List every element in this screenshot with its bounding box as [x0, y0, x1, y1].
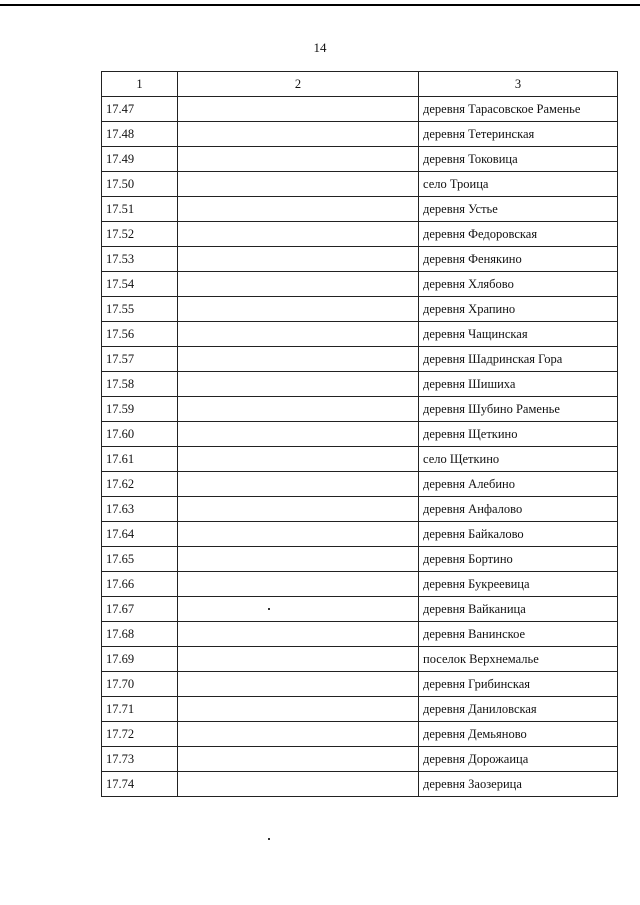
- row-number-cell: 17.73: [102, 747, 178, 772]
- empty-cell: [178, 722, 419, 747]
- table-row: [102, 322, 618, 347]
- table-body: [102, 97, 618, 797]
- settlement-name-cell: деревня Шадринская Гора: [419, 347, 618, 372]
- row-number-cell: 17.61: [102, 447, 178, 472]
- table-row: [102, 422, 618, 447]
- row-number-cell: 17.58: [102, 372, 178, 397]
- settlement-name-cell: деревня Фенякино: [419, 247, 618, 272]
- settlement-name-cell: деревня Тарасовское Раменье: [419, 97, 618, 122]
- empty-cell: [178, 347, 419, 372]
- empty-cell: [178, 397, 419, 422]
- empty-cell: [178, 172, 419, 197]
- row-number-cell: 17.60: [102, 422, 178, 447]
- table-row: [102, 747, 618, 772]
- empty-cell: [178, 522, 419, 547]
- empty-cell: [178, 497, 419, 522]
- empty-cell: [178, 122, 419, 147]
- table-row: [102, 247, 618, 272]
- row-number-cell: 17.63: [102, 497, 178, 522]
- page-number: 14: [313, 40, 327, 55]
- empty-cell: [178, 572, 419, 597]
- row-number-cell: 17.53: [102, 247, 178, 272]
- row-number-cell: 17.50: [102, 172, 178, 197]
- row-number-cell: 17.68: [102, 622, 178, 647]
- empty-cell: [178, 697, 419, 722]
- scan-speck: [268, 838, 270, 840]
- settlement-name-cell: деревня Федоровская: [419, 222, 618, 247]
- row-number-cell: 17.47: [102, 97, 178, 122]
- empty-cell: [178, 272, 419, 297]
- row-number-cell: 17.57: [102, 347, 178, 372]
- table-row: [102, 172, 618, 197]
- settlement-name-cell: деревня Чащинская: [419, 322, 618, 347]
- settlement-name-cell: деревня Анфалово: [419, 497, 618, 522]
- empty-cell: [178, 247, 419, 272]
- table-row: [102, 297, 618, 322]
- settlement-name-cell: деревня Храпино: [419, 297, 618, 322]
- settlement-name-cell: деревня Алебино: [419, 472, 618, 497]
- row-number-cell: 17.55: [102, 297, 178, 322]
- table-row: [102, 97, 618, 122]
- empty-cell: [178, 547, 419, 572]
- table-row: [102, 372, 618, 397]
- empty-cell: [178, 297, 419, 322]
- settlement-name-cell: деревня Ванинское: [419, 622, 618, 647]
- settlement-name-cell: поселок Верхнемалье: [419, 647, 618, 672]
- table-row: [102, 597, 618, 622]
- row-number-cell: 17.56: [102, 322, 178, 347]
- settlement-name-cell: деревня Заозерица: [419, 772, 618, 797]
- table-row: [102, 697, 618, 722]
- row-number-cell: 17.67: [102, 597, 178, 622]
- settlement-name-cell: село Троица: [419, 172, 618, 197]
- settlement-name-cell: деревня Букреевица: [419, 572, 618, 597]
- settlement-name-cell: деревня Демьяново: [419, 722, 618, 747]
- empty-cell: [178, 672, 419, 697]
- empty-cell: [178, 472, 419, 497]
- empty-cell: [178, 97, 419, 122]
- row-number-cell: 17.65: [102, 547, 178, 572]
- row-number-cell: 17.66: [102, 572, 178, 597]
- settlement-name-cell: деревня Хлябово: [419, 272, 618, 297]
- table-header-row: [102, 72, 618, 97]
- settlement-name-cell: деревня Шубино Раменье: [419, 397, 618, 422]
- settlement-name-cell: деревня Дорожаица: [419, 747, 618, 772]
- settlement-name-cell: деревня Даниловская: [419, 697, 618, 722]
- empty-cell: [178, 372, 419, 397]
- row-number-cell: 17.52: [102, 222, 178, 247]
- scan-speck: [268, 608, 270, 610]
- row-number-cell: 17.59: [102, 397, 178, 422]
- table-row: [102, 397, 618, 422]
- row-number-cell: 17.49: [102, 147, 178, 172]
- table-row: [102, 447, 618, 472]
- settlement-name-cell: деревня Бортино: [419, 547, 618, 572]
- table-row: [102, 622, 618, 647]
- settlement-name-cell: деревня Тетеринская: [419, 122, 618, 147]
- table-row: [102, 347, 618, 372]
- empty-cell: [178, 447, 419, 472]
- row-number-cell: 17.71: [102, 697, 178, 722]
- row-number-cell: 17.62: [102, 472, 178, 497]
- table-row: [102, 122, 618, 147]
- empty-cell: [178, 147, 419, 172]
- table-row: [102, 547, 618, 572]
- empty-cell: [178, 647, 419, 672]
- row-number-cell: 17.74: [102, 772, 178, 797]
- table-row: [102, 522, 618, 547]
- empty-cell: [178, 747, 419, 772]
- settlement-name-cell: деревня Байкалово: [419, 522, 618, 547]
- table-row: [102, 497, 618, 522]
- row-number-cell: 17.51: [102, 197, 178, 222]
- settlements-table: [101, 71, 618, 797]
- row-number-cell: 17.69: [102, 647, 178, 672]
- table-row: [102, 572, 618, 597]
- row-number-cell: 17.64: [102, 522, 178, 547]
- settlement-name-cell: деревня Устье: [419, 197, 618, 222]
- row-number-cell: 17.72: [102, 722, 178, 747]
- row-number-cell: 17.54: [102, 272, 178, 297]
- settlement-name-cell: деревня Грибинская: [419, 672, 618, 697]
- table-row: [102, 197, 618, 222]
- settlement-name-cell: деревня Вайканица: [419, 597, 618, 622]
- row-number-cell: 17.70: [102, 672, 178, 697]
- empty-cell: [178, 422, 419, 447]
- table-row: [102, 272, 618, 297]
- settlement-name-cell: деревня Шишиха: [419, 372, 618, 397]
- empty-cell: [178, 772, 419, 797]
- table-row: [102, 647, 618, 672]
- empty-cell: [178, 322, 419, 347]
- table-row: [102, 472, 618, 497]
- table-row: [102, 672, 618, 697]
- table-row: [102, 722, 618, 747]
- table-row: [102, 222, 618, 247]
- empty-cell: [178, 197, 419, 222]
- table-row: [102, 147, 618, 172]
- empty-cell: [178, 622, 419, 647]
- header-col-3: 3: [419, 72, 618, 97]
- settlement-name-cell: деревня Щеткино: [419, 422, 618, 447]
- table-row: [102, 772, 618, 797]
- settlement-name-cell: деревня Токовица: [419, 147, 618, 172]
- empty-cell: [178, 222, 419, 247]
- header-col-1: 1: [102, 72, 178, 97]
- empty-cell: [178, 597, 419, 622]
- row-number-cell: 17.48: [102, 122, 178, 147]
- header-col-2: 2: [178, 72, 419, 97]
- top-border-line: [0, 4, 640, 6]
- settlement-name-cell: село Щеткино: [419, 447, 618, 472]
